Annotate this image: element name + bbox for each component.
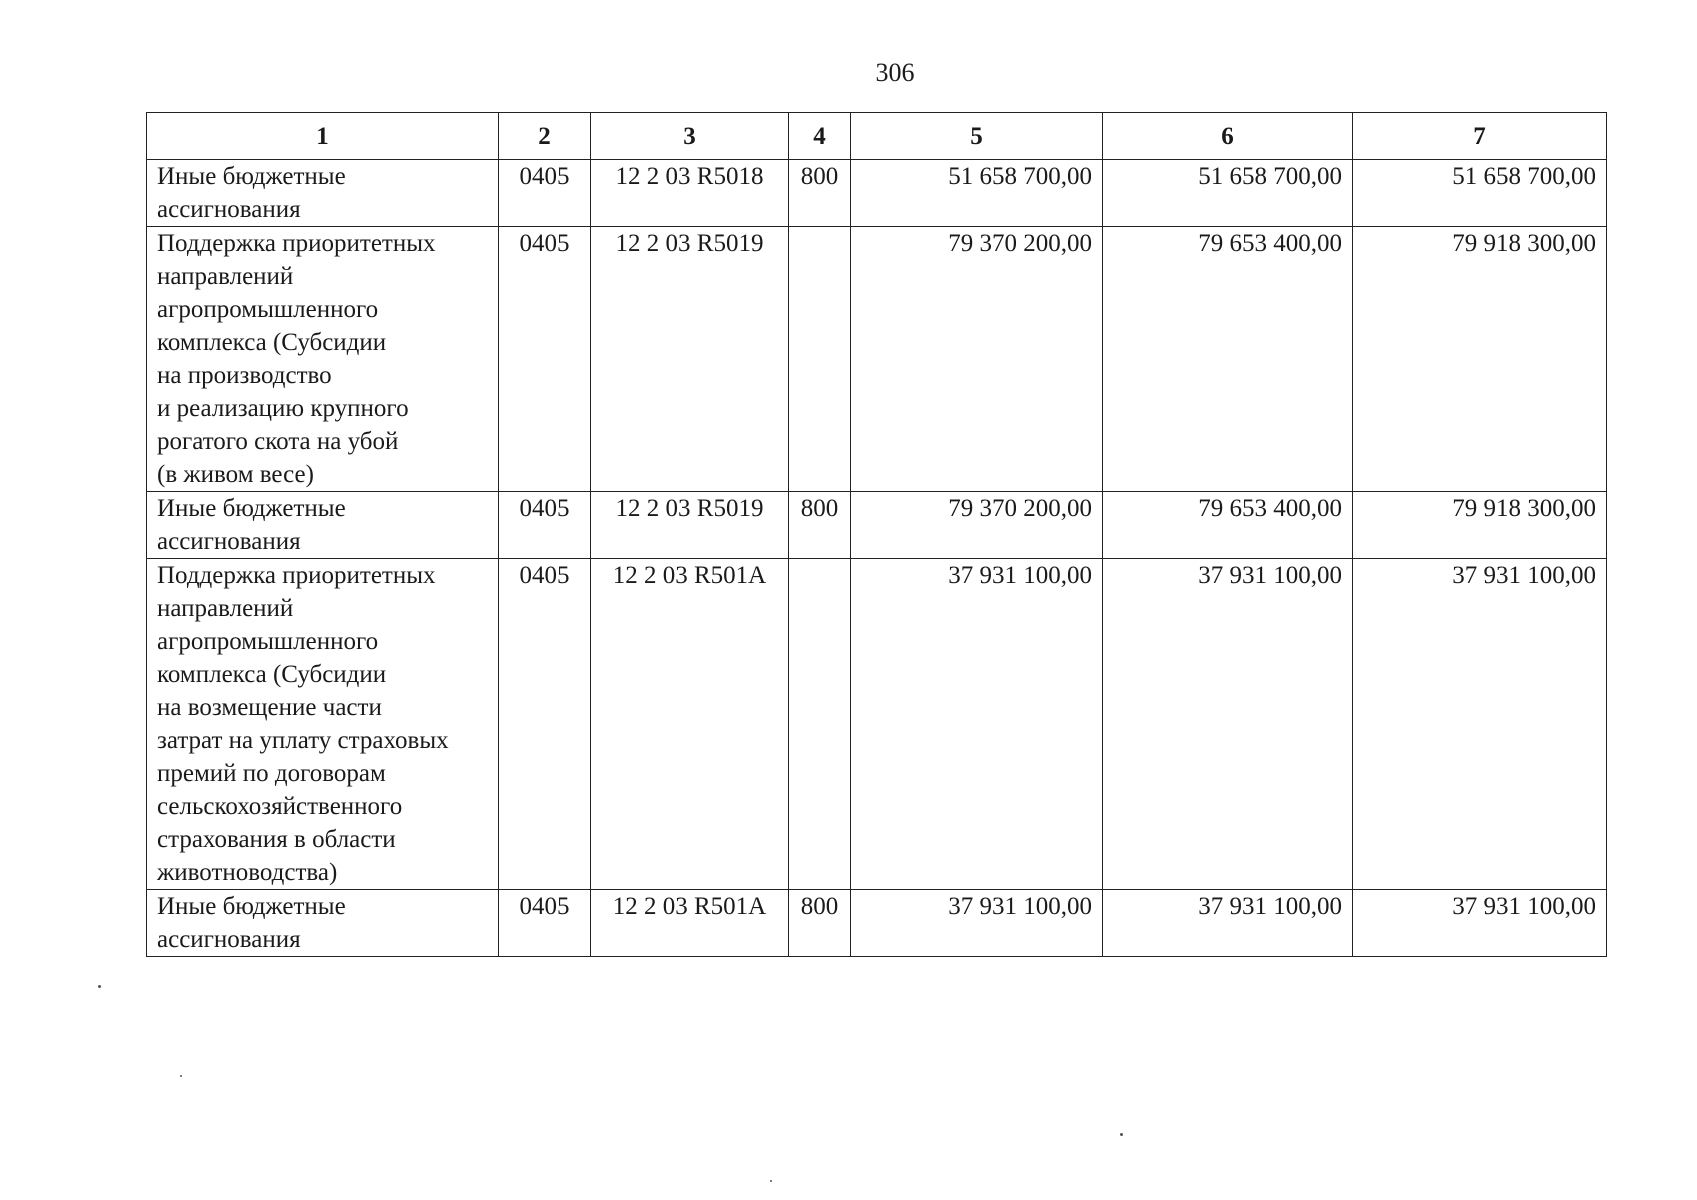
row-type: 800 (789, 492, 851, 559)
row-section: 0405 (499, 227, 591, 492)
row-name: Иные бюджетные ассигнования (147, 160, 499, 227)
scan-speck (98, 985, 101, 988)
header-col-2: 2 (499, 113, 591, 160)
row-sum-2: 37 931 100,00 (1103, 890, 1353, 957)
header-col-1: 1 (147, 113, 499, 160)
table-row (147, 492, 1607, 559)
row-section: 0405 (499, 160, 591, 227)
table-row (147, 559, 1607, 890)
row-sum-1: 37 931 100,00 (851, 890, 1103, 957)
header-col-5: 5 (851, 113, 1103, 160)
scan-speck (770, 1180, 772, 1182)
row-target: 12 2 03 R5019 (591, 492, 789, 559)
row-sum-1: 79 370 200,00 (851, 227, 1103, 492)
page-number: 306 (875, 58, 915, 87)
scan-speck (1120, 1133, 1123, 1136)
table-row (147, 160, 1607, 227)
table-body (147, 160, 1607, 957)
header-col-3: 3 (591, 113, 789, 160)
header-row (147, 113, 1607, 160)
row-sum-3: 37 931 100,00 (1353, 559, 1607, 890)
budget-table (146, 112, 1607, 957)
row-section: 0405 (499, 890, 591, 957)
row-target: 12 2 03 R501А (591, 559, 789, 890)
row-sum-3: 79 918 300,00 (1353, 492, 1607, 559)
row-name: Поддержка приоритетных направлений агропромышленного комплекса (Субсидии на производство и реализацию крупного рогатого скота на убой (в живом весе) (147, 227, 499, 492)
row-sum-2: 79 653 400,00 (1103, 227, 1353, 492)
row-type (789, 227, 851, 492)
row-target: 12 2 03 R5019 (591, 227, 789, 492)
row-target: 12 2 03 R5018 (591, 160, 789, 227)
header-col-4: 4 (789, 113, 851, 160)
row-sum-2: 79 653 400,00 (1103, 492, 1353, 559)
row-target: 12 2 03 R501А (591, 890, 789, 957)
row-sum-3: 79 918 300,00 (1353, 227, 1607, 492)
row-sum-3: 37 931 100,00 (1353, 890, 1607, 957)
row-sum-1: 51 658 700,00 (851, 160, 1103, 227)
header-col-7: 7 (1353, 113, 1607, 160)
table-header (147, 113, 1607, 160)
row-sum-3: 51 658 700,00 (1353, 160, 1607, 227)
row-type (789, 559, 851, 890)
row-section: 0405 (499, 559, 591, 890)
row-type: 800 (789, 890, 851, 957)
row-sum-1: 79 370 200,00 (851, 492, 1103, 559)
row-sum-2: 51 658 700,00 (1103, 160, 1353, 227)
header-col-6: 6 (1103, 113, 1353, 160)
table-row (147, 890, 1607, 957)
row-section: 0405 (499, 492, 591, 559)
row-name: Иные бюджетные ассигнования (147, 492, 499, 559)
row-type: 800 (789, 160, 851, 227)
scan-speck (180, 1075, 182, 1077)
row-sum-1: 37 931 100,00 (851, 559, 1103, 890)
row-name: Иные бюджетные ассигнования (147, 890, 499, 957)
row-name: Поддержка приоритетных направлений агропромышленного комплекса (Субсидии на возмещение части затрат на уплату страховых премий по договорам сельскохозяйственного страхования в области животноводства) (147, 559, 499, 890)
row-sum-2: 37 931 100,00 (1103, 559, 1353, 890)
table-row (147, 227, 1607, 492)
